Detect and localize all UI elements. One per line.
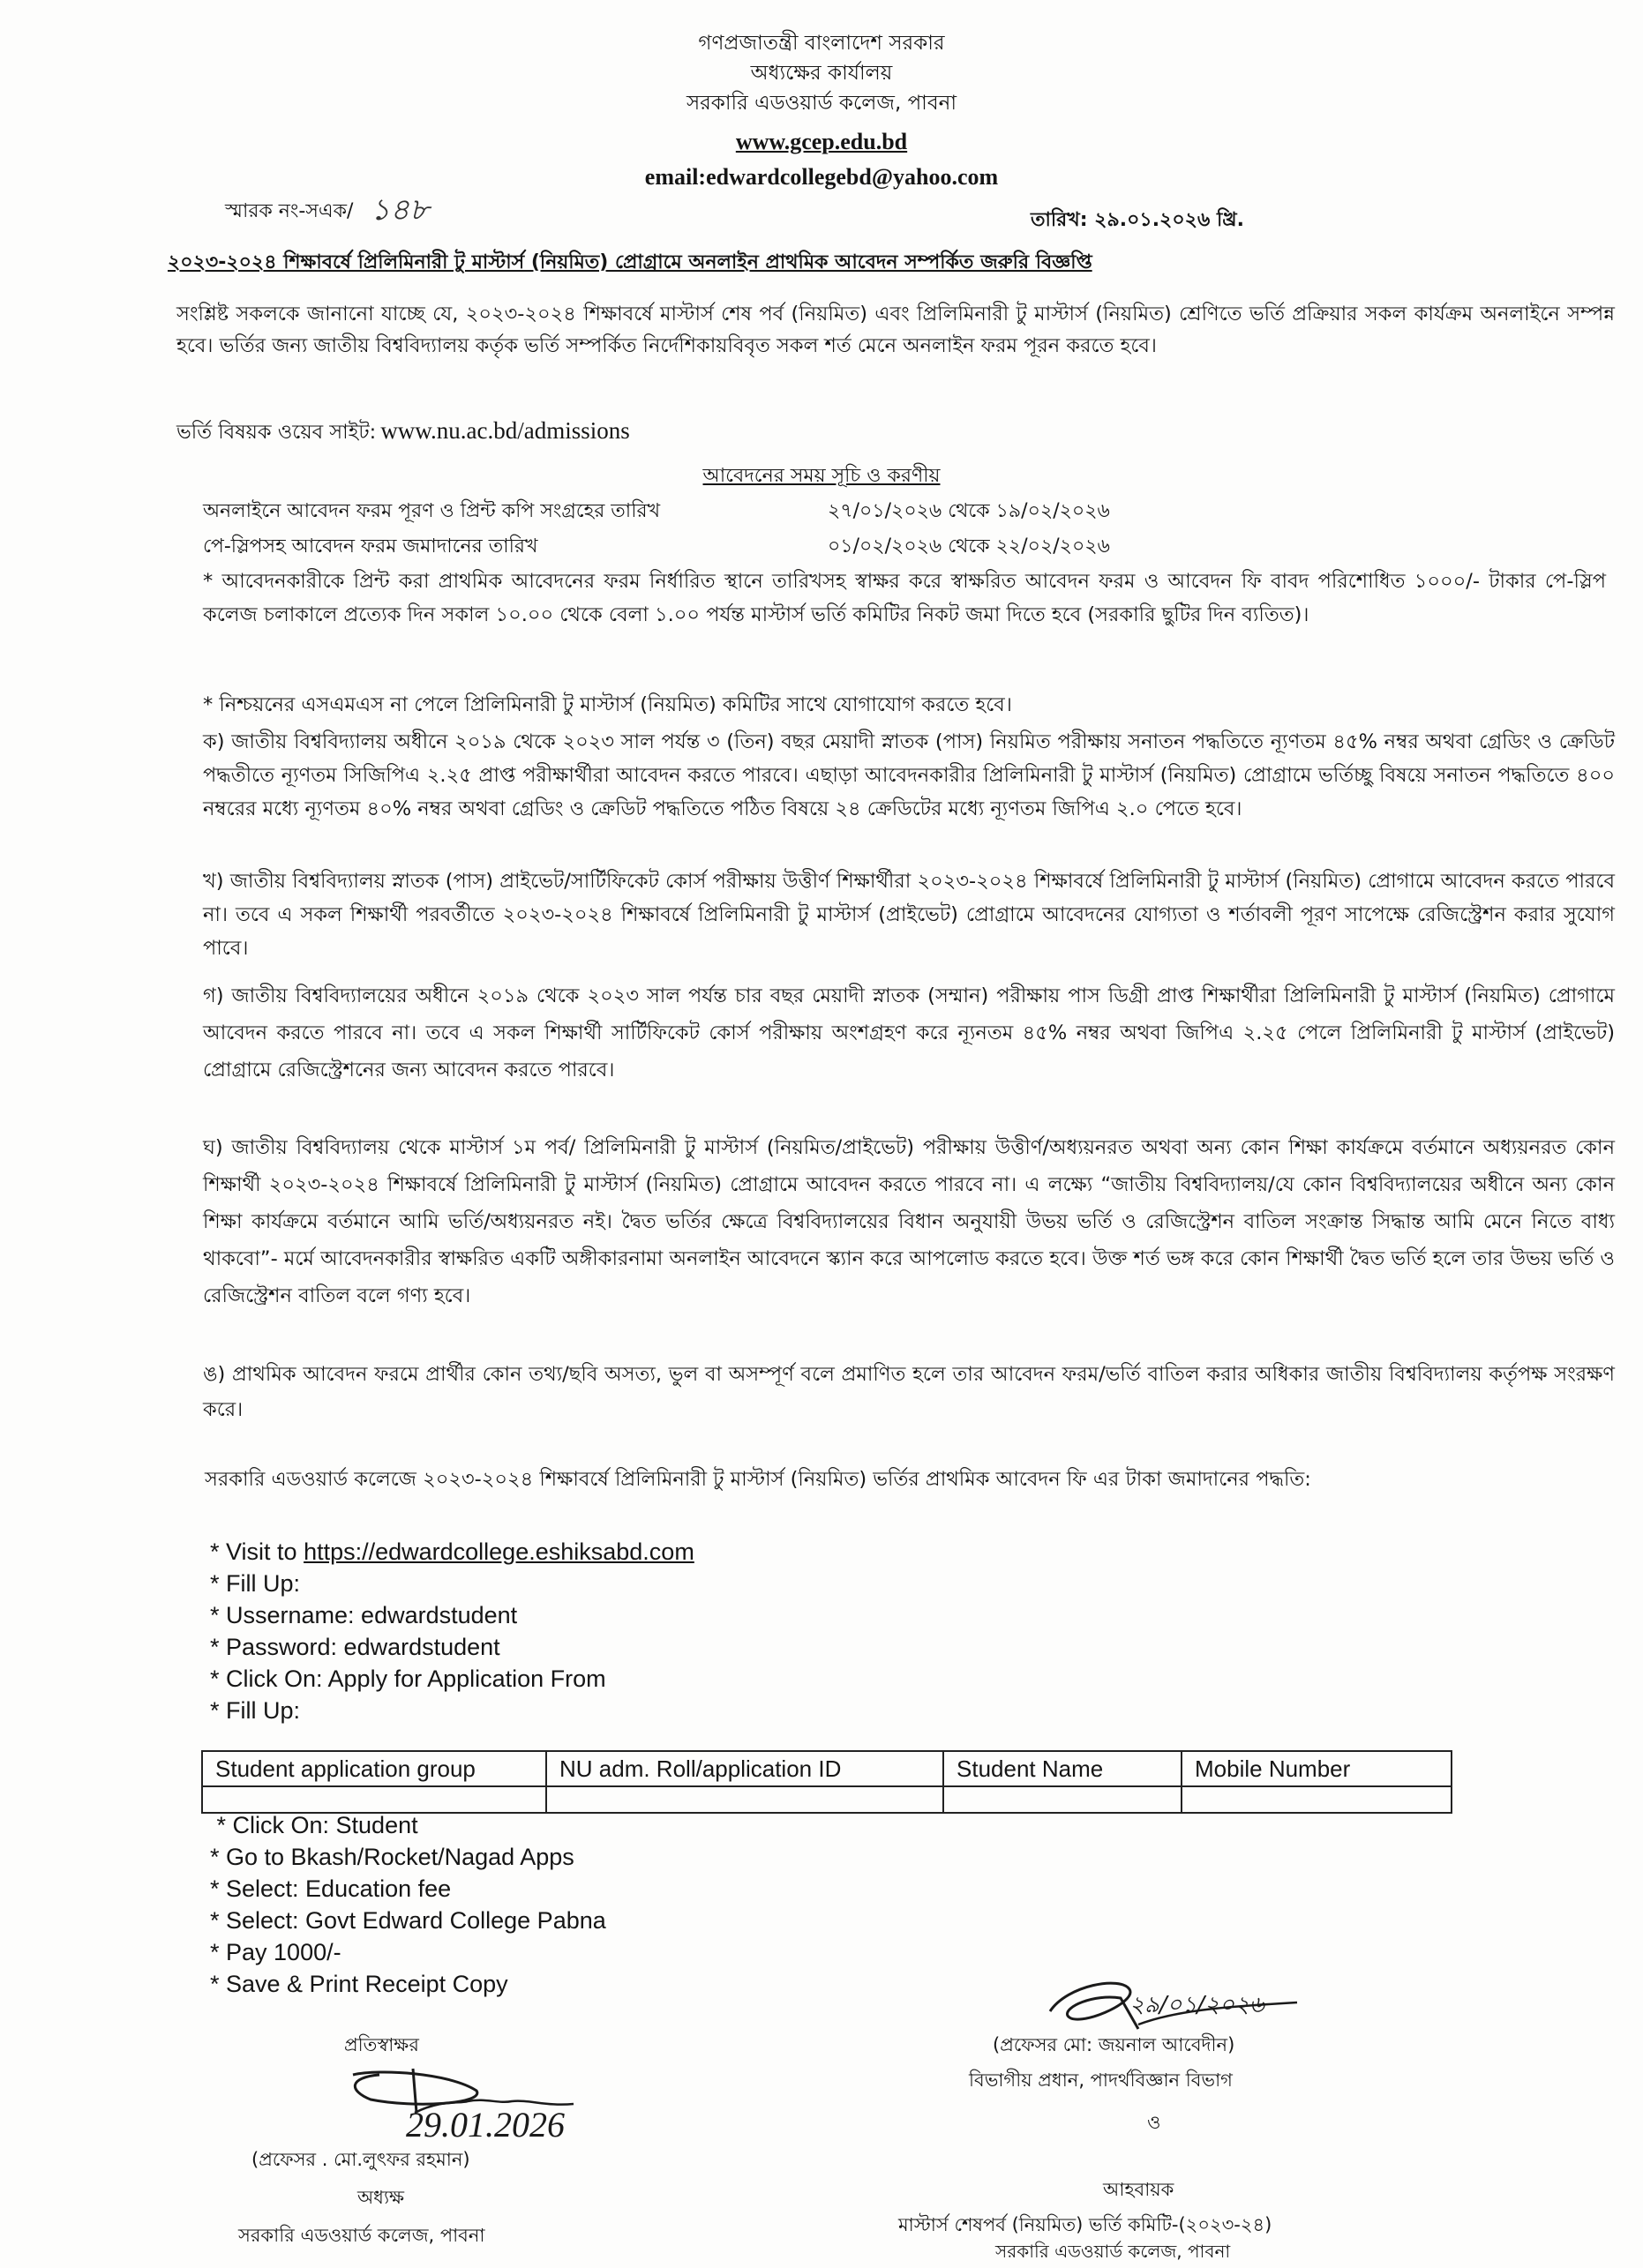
note-paragraph: ক) জাতীয় বিশ্ববিদ্যালয় অধীনে ২০১৯ থেকে ২০২৩ সাল পর্যন্ত ৩ (তিন) বছর মেয়াদী স্নাতক (পাস) নিয়মিত পরীক্ষায় সনাতন পদ্ধতিতে ন্যূণতম ৪৫% নম্বর অথবা গ্রেডিং ও ক্রেডিট পদ্ধতীতে ন্যূণতম সিজিপিএ ২.২৫ প্রাপ্ত পরীক্ষার্থীরা আবেদন করতে পারবে। এছাড়া আবেদনকারীর প্রিলিমিনারী টু মাস্টার্স (নিয়মিত) প্রোগ্রামে ভর্তিচ্ছু বিষয়ে সনাতন পদ্ধতিতে ৪০০ নম্বরের মধ্যে ন্যূণতম ৪০% নম্বর অথবা গ্রেডিং ও ক্রেডিট পদ্ধতিতে পঠিত বিষয়ে ২৪ ক্রেডিটের মধ্যে ন্যূণতম জিপিএ ২.০ পেতে হবে। (203, 730, 1615, 820)
instruction-step: * Click On: Apply for Application From (210, 1665, 606, 1692)
instruction-step: * Click On: Student (210, 1812, 418, 1838)
column-header: NU adm. Roll/application ID (546, 1751, 943, 1786)
eshiksa-link[interactable]: https://edwardcollege.eshiksabd.com (304, 1538, 694, 1565)
instruction-step: * Password: edwardstudent (210, 1634, 500, 1660)
note-paragraph: ঙ) প্রাথমিক আবেদন ফরমে প্রার্থীর কোন তথ্য/ছবি অসত্য, ভুল বা অসম্পূর্ণ বলে প্রমাণিত হলে তার আবেদন ফরম/ভর্তি বাতিল করার অধিকার জাতীয় বিশ্ববিদ্যালয় কর্তৃপক্ষ সংরক্ষণ করে। (203, 1363, 1615, 1421)
schedule-row-value: ২৭/০১/২০২৬ থেকে ১৯/০২/২০২৬ (828, 500, 1110, 522)
memo-label: স্মারক নং-সএক/ (225, 200, 354, 222)
table-header-row (202, 1751, 1452, 1786)
column-header: Student application group (202, 1751, 546, 1786)
payment-intro: সরকারি এডওয়ার্ড কলেজে ২০২৩-২০২৪ শিক্ষাবর্ষে প্রিলিমিনারী টু মাস্টার্স (নিয়মিত) ভর্তির প্রাথমিক আবেদন ফি এর টাকা জমাদানের পদ্ধতি: (205, 1468, 1311, 1491)
admission-website-url[interactable]: www.nu.ac.bd/admissions (380, 417, 630, 444)
column-header: Student Name (943, 1751, 1182, 1786)
schedule-heading: আবেদনের সময় সূচি ও করণীয় (702, 465, 941, 487)
instruction-step: * Save & Print Receipt Copy (210, 1971, 508, 1997)
committee-name: মাস্টার্স শেষপর্ব (নিয়মিত) ভর্তি কমিটি-(২০২৩-২৪) (898, 2214, 1272, 2235)
schedule-row-label: অনলাইনে আবেদন ফরম পূরণ ও প্রিন্ট কপি সংগ্রহের তারিখ (203, 500, 661, 522)
convener-name: (প্রফেসর মো: জয়নাল আবেদীন) (993, 2034, 1235, 2055)
note-paragraph: ঘ) জাতীয় বিশ্ববিদ্যালয় থেকে মাস্টার্স ১ম পর্ব/ প্রিলিমিনারী টু মাস্টার্স (নিয়মিত/প্রাইভেট) পরীক্ষায় উত্তীর্ণ/অধ্যয়নরত অথবা অন্য কোন শিক্ষা কার্যক্রমে বর্তমানে অধ্যয়নরত কোন শিক্ষার্থী ২০২৩-২০২৪ শিক্ষাবর্ষে প্রিলিমিনারী টু মাস্টার্স (নিয়মিত) প্রোগ্রামে আবেদন করতে পারবে না। এ লক্ষ্যে “জাতীয় বিশ্ববিদ্যালয়/যে কোন বিশ্ববিদ্যালয়ের অধীনে অন্য কোন শিক্ষা কার্যক্রমে বর্তমানে আমি ভর্তি/অধ্যয়নরত নই। দ্বৈত ভর্তির ক্ষেত্রে বিশ্ববিদ্যালয়ের বিধান অনুযায়ী উভয় ভর্তি ও রেজিস্ট্রেশন বাতিল সংক্রান্ত সিদ্ধান্ত আমি মেনে নিতে বাধ্য থাকবো”- মর্মে আবেদনকারীর স্বাক্ষরিত একটি অঙ্গীকারনামা অনলাইন আবেদনে স্ক্যান করে আপলোড করতে হবে। উক্ত শর্ত ভঙ্গ করে কোন শিক্ষার্থী দ্বৈত ভর্তি হলে তার উভয় ভর্তি ও রেজিস্ট্রেশন বাতিল বলে গণ্য হবে। (203, 1136, 1615, 1307)
countersign-label: প্রতিস্বাক্ষর (344, 2034, 419, 2055)
gov-title: গণপ্রজাতন্ত্রী বাংলাদেশ সরকার (698, 32, 945, 55)
schedule-row-value: ০১/০২/২০২৬ থেকে ২২/০২/২০২৬ (828, 535, 1110, 558)
instruction-step: * Select: Govt Edward College Pabna (210, 1907, 606, 1934)
fill-up-table (201, 1750, 1452, 1814)
convener-role: আহবায়ক (1103, 2179, 1174, 2200)
admission-website-label: ভর্তি বিষয়ক ওয়েব সাইট: (176, 421, 377, 444)
intro-paragraph: সংশ্লিষ্ট সকলকে জানানো যাচ্ছে যে, ২০২৩-২০২৪ শিক্ষাবর্ষে মাস্টার্স শেষ পর্ব (নিয়মিত) এবং প্রিলিমিনারী টু মাস্টার্স (নিয়মিত) শ্রেণিতে ভর্তি প্রক্রিয়ার সকল কার্যক্রম অনলাইনে সম্পন্ন হবে। ভর্তির জন্য জাতীয় বিশ্ববিদ্যালয় কর্তৃক ভর্তি সম্পর্কিত নির্দেশিকায়বিবৃত সকল শর্ত মেনে অনলাইন ফরম পূরন করতে হবে। (176, 303, 1615, 357)
note-paragraph: খ) জাতীয় বিশ্ববিদ্যালয় স্নাতক (পাস) প্রাইভেট/সার্টিফিকেট কোর্স পরীক্ষায় উত্তীর্ণ শিক্ষার্থীরা ২০২৩-২০২৪ শিক্ষাবর্ষে প্রিলিমিনারী টু মাস্টার্স (নিয়মিত) প্রোগামে আবেদন করতে পারবে না। তবে এ সকল শিক্ষার্থী পরবর্তীতে ২০২৩-২০২৪ শিক্ষাবর্ষে প্রিলিমিনারী টু মাস্টার্স (প্রাইভেট) প্রোগ্রামে আবেদনের যোগ্যতা ও শর্তাবলী পূরণ সাপেক্ষে রেজিস্ট্রেশন করার সুযোগ পাবে। (203, 870, 1615, 960)
instruction-step: * Fill Up: (210, 1697, 301, 1724)
instruction-step: * Pay 1000/- (210, 1939, 341, 1965)
table-cell (546, 1786, 943, 1813)
convener-signature-date: ২৯/০১/২০২৬ (1129, 1992, 1264, 2018)
notice-title: ২০২৩-২০২৪ শিক্ষাবর্ষে প্রিলিমিনারী টু মাস্টার্স (নিয়মিত) প্রোগ্রামে অনলাইন প্রাথমিক আবেদন সম্পর্কিত জরুরি বিজ্ঞপ্তি (168, 251, 1092, 273)
instruction-step: * Select: Education fee (210, 1875, 452, 1902)
note-paragraph: গ) জাতীয় বিশ্ববিদ্যালয়ের অধীনে ২০১৯ থেকে ২০২৩ সাল পর্যন্ত চার বছর মেয়াদী স্নাতক (সম্মান) পরীক্ষায় পাস ডিগ্রী প্রাপ্ত শিক্ষার্থীরা প্রিলিমিনারী টু মাস্টার্স (নিয়মিত) প্রোগামে আবেদন করতে পারবে না। তবে এ সকল শিক্ষার্থী সার্টিফিকেট কোর্স পরীক্ষায় অংশগ্রহণ করে ন্যূনতম ৪৫% নম্বর অথবা জিপিএ ২.২৫ পেলে প্রিলিমিনারী টু মাস্টার্স (প্রাইভেট) প্রোগ্রামে রেজিস্ট্রেশনের জন্য আবেদন করতে পারবে। (203, 984, 1615, 1082)
admission-website-line (176, 416, 630, 450)
principal-name: (প্রফেসর . মো.লুৎফর রহমান) (251, 2149, 470, 2170)
instruction-step: * Go to Bkash/Rocket/Nagad Apps (210, 1844, 574, 1870)
convener-institution: সরকারি এডওয়ার্ড কলেজ, পাবনা (995, 2241, 1231, 2262)
principal-signature-date: 29.01.2026 (406, 2105, 565, 2144)
column-header: Mobile Number (1182, 1751, 1452, 1786)
instruction-step: * Fill Up: (210, 1570, 301, 1597)
schedule-row-label: পে-স্লিপসহ আবেদন ফরম জমাদানের তারিখ (203, 535, 538, 558)
notice-date: তারিখ: ২৯.০১.২০২৬ খ্রি. (1031, 209, 1244, 231)
instruction-step: * Ussername: edwardstudent (210, 1602, 518, 1628)
table-cell (1182, 1786, 1452, 1813)
memo-number-handwritten: ১৪৮ (371, 194, 430, 227)
college-title: সরকারি এডওয়ার্ড কলেজ, পাবনা (686, 92, 957, 115)
convener-designation: বিভাগীয় প্রধান, পাদর্থবিজ্ঞান বিভাগ (969, 2070, 1233, 2091)
table-cell (943, 1786, 1182, 1813)
visit-step-prefix: * Visit to (210, 1538, 304, 1565)
principal-institution: সরকারি এডওয়ার্ড কলেজ, পাবনা (238, 2225, 485, 2246)
conjunction-text: ও (1147, 2112, 1161, 2133)
table-row (202, 1786, 1452, 1813)
note-paragraph: * আবেদনকারীকে প্রিন্ট করা প্রাথমিক আবেদনের ফরম নির্ধারিত স্থানে তারিখসহ স্বাক্ষর করে স্বাক্ষরিত আবেদন ফরম ও আবেদন ফি বাবদ পরিশোধিত ১০০০/- টাকার পে-স্লিপ কলেজ চলাকালে প্রত্যেক দিন সকাল ১০.০০ থেকে বেলা ১.০০ পর্যন্ত মাস্টার্স ভর্তি কমিটির নিকট জমা দিতে হবে (সরকারি ছুটির দিন ব্যতিত)। (203, 570, 1606, 626)
website-link[interactable]: www.gcep.edu.bd (735, 129, 908, 154)
table-cell (202, 1786, 546, 1813)
office-title: অধ্যক্ষের কার্যালয় (750, 62, 893, 85)
principal-designation: অধ্যক্ষ (357, 2187, 405, 2208)
note-paragraph: * নিশ্চয়নের এসএমএস না পেলে প্রিলিমিনারী টু মাস্টার্স (নিয়মিত) কমিটির সাথে যোগাযোগ করতে হবে। (203, 693, 1012, 716)
email-text: email:edwardcollegebd@yahoo.com (644, 164, 999, 190)
visit-step (210, 1538, 694, 1566)
